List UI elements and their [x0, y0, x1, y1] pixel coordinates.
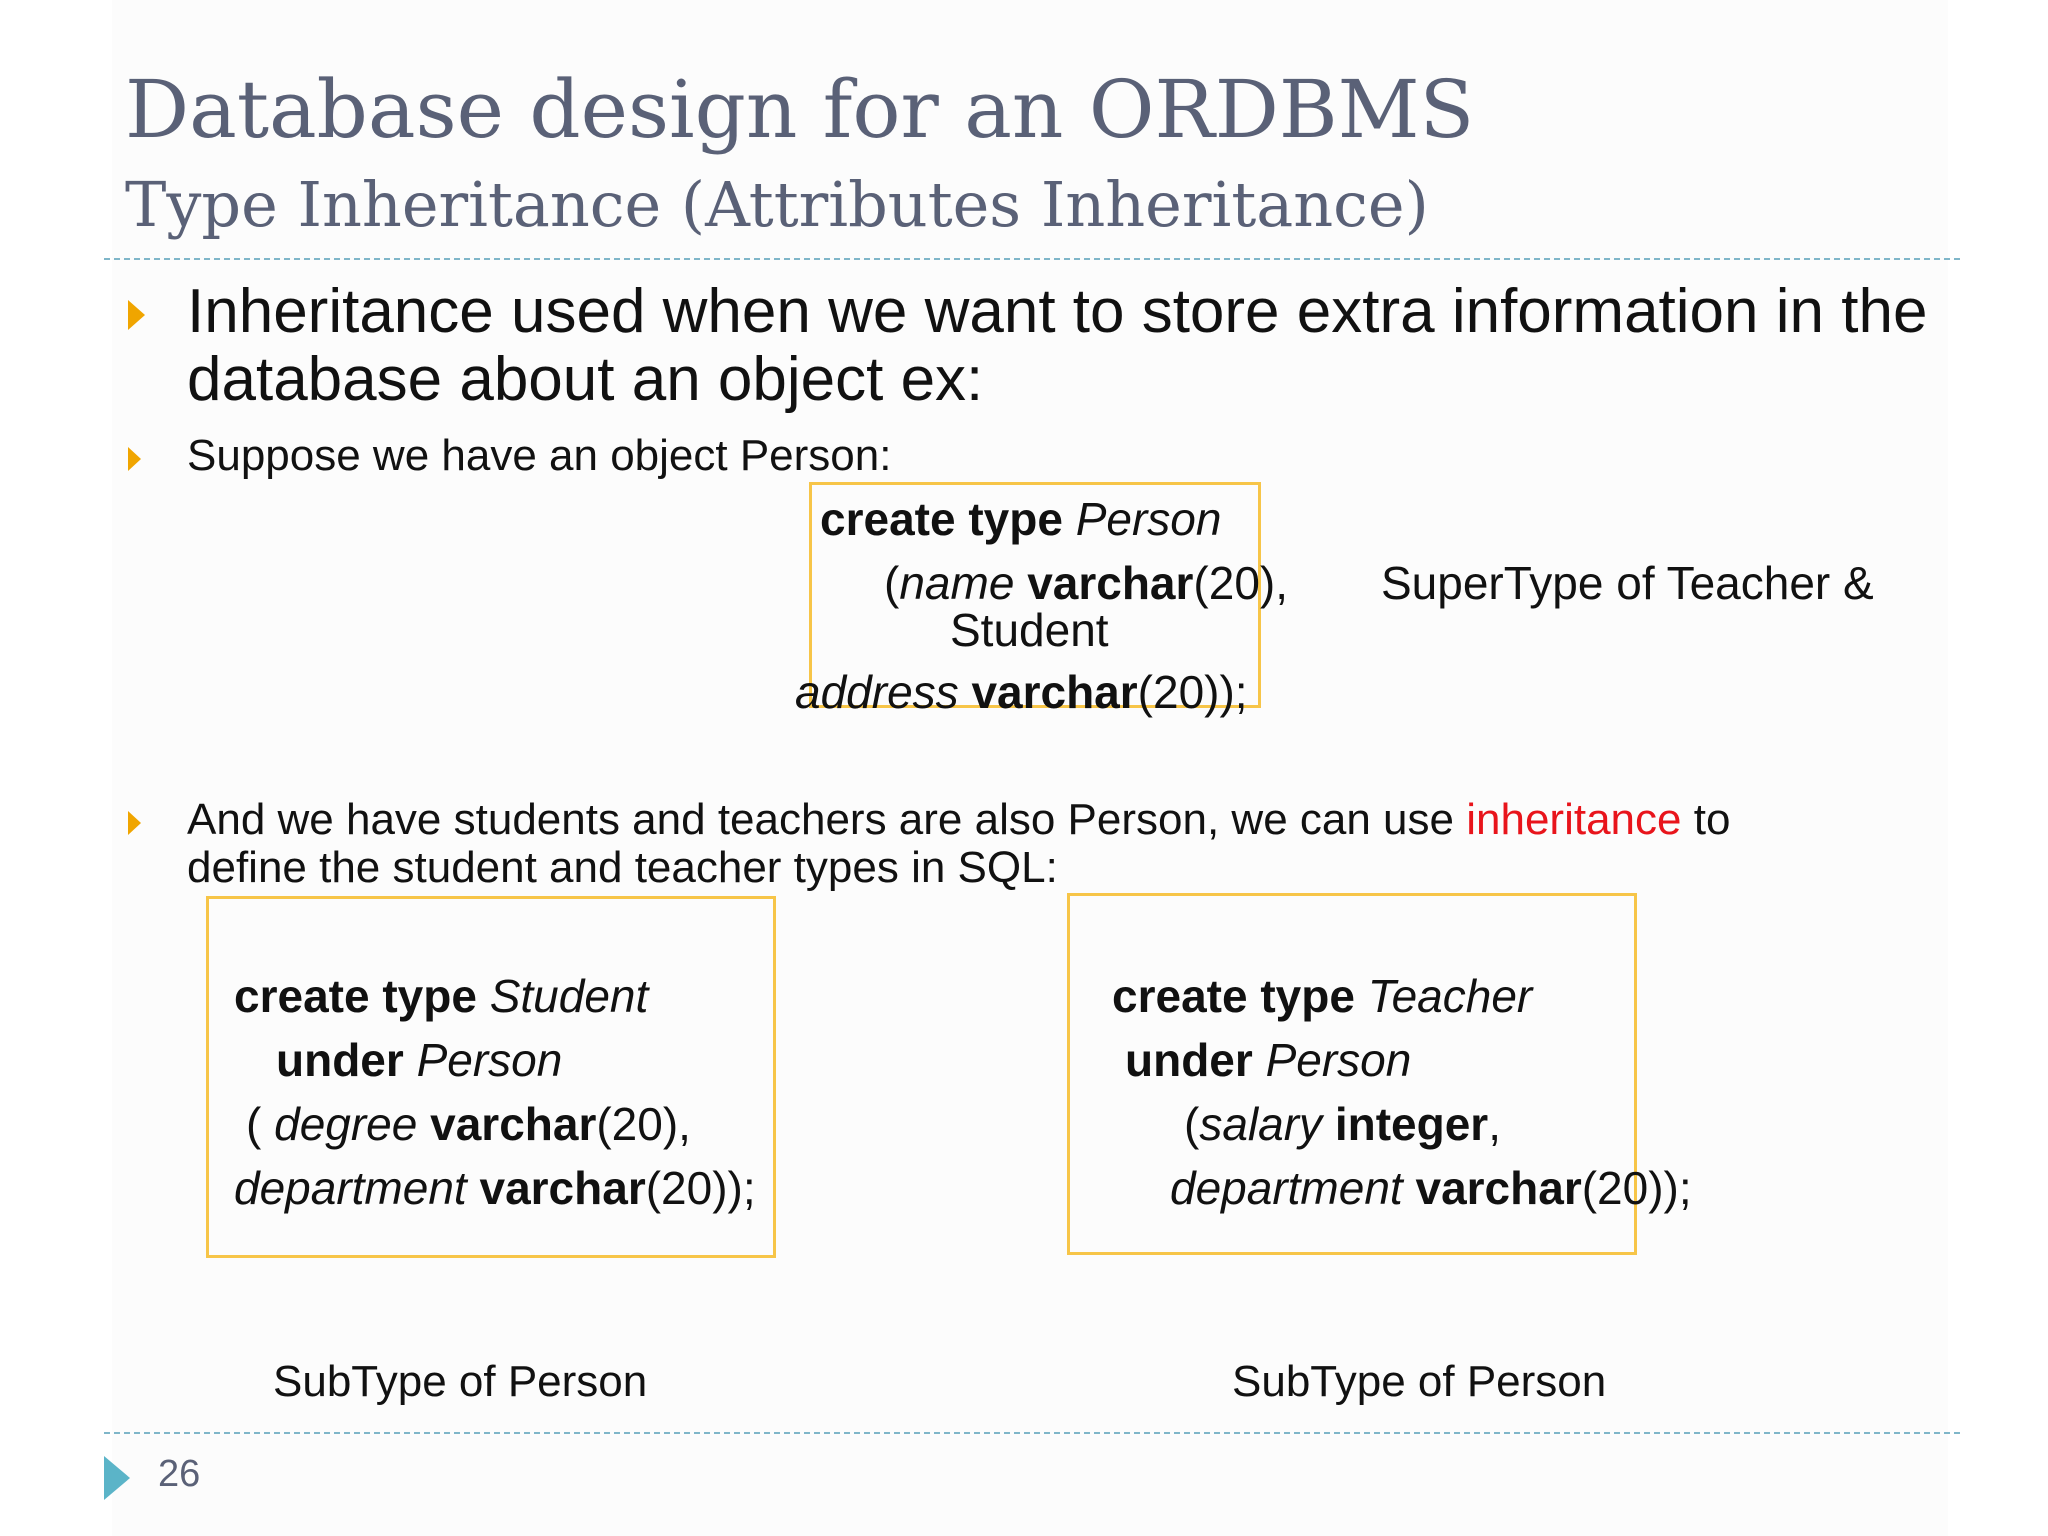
teacher-code-line-3: (salary integer,: [1184, 1098, 1501, 1150]
student-code-line-4: department varchar(20));: [234, 1162, 756, 1214]
bullet-arrow-icon: [128, 447, 141, 471]
inheritance-highlight: inheritance: [1466, 795, 1682, 844]
bullet-3-line-2: define the student and teacher types in SQL:: [187, 843, 1058, 892]
teacher-subtype-caption: SubType of Person: [1232, 1357, 1607, 1406]
student-code-line-1: create type Student: [234, 970, 649, 1022]
student-code-line-2: under Person: [276, 1034, 563, 1086]
bullet-arrow-icon: [128, 300, 145, 330]
student-subtype-caption: SubType of Person: [273, 1357, 648, 1406]
person-code-line-3: address varchar(20));: [795, 666, 1248, 718]
person-code-line-1: create type Person: [820, 493, 1222, 545]
bullet-3-line-1: And we have students and teachers are also Person, we can use inheritance to: [187, 795, 1731, 844]
slide-subtitle: Type Inheritance (Attributes Inheritance): [125, 168, 1429, 241]
slide-title: Database design for an ORDBMS: [125, 63, 1475, 156]
bullet-1-text: Inheritance used when we want to store extra information in the database about an object ex:: [187, 277, 1928, 414]
top-divider: [104, 258, 1960, 260]
teacher-code-line-1: create type Teacher: [1112, 970, 1533, 1022]
supertype-label: SuperType of Teacher &: [1381, 557, 1874, 609]
person-code-line-2-wrap: Student: [950, 604, 1109, 656]
bullet-arrow-icon: [128, 811, 141, 835]
person-code-line-2: (name varchar(20),: [884, 557, 1289, 609]
teacher-code-line-4: department varchar(20));: [1170, 1162, 1692, 1214]
teacher-code-line-2: under Person: [1125, 1034, 1412, 1086]
footer-triangle-icon: [104, 1456, 130, 1500]
student-code-line-3: ( degree varchar(20),: [246, 1098, 691, 1150]
page-number: 26: [158, 1453, 201, 1495]
bullet-2-text: Suppose we have an object Person:: [187, 431, 892, 480]
bottom-divider: [104, 1432, 1960, 1434]
